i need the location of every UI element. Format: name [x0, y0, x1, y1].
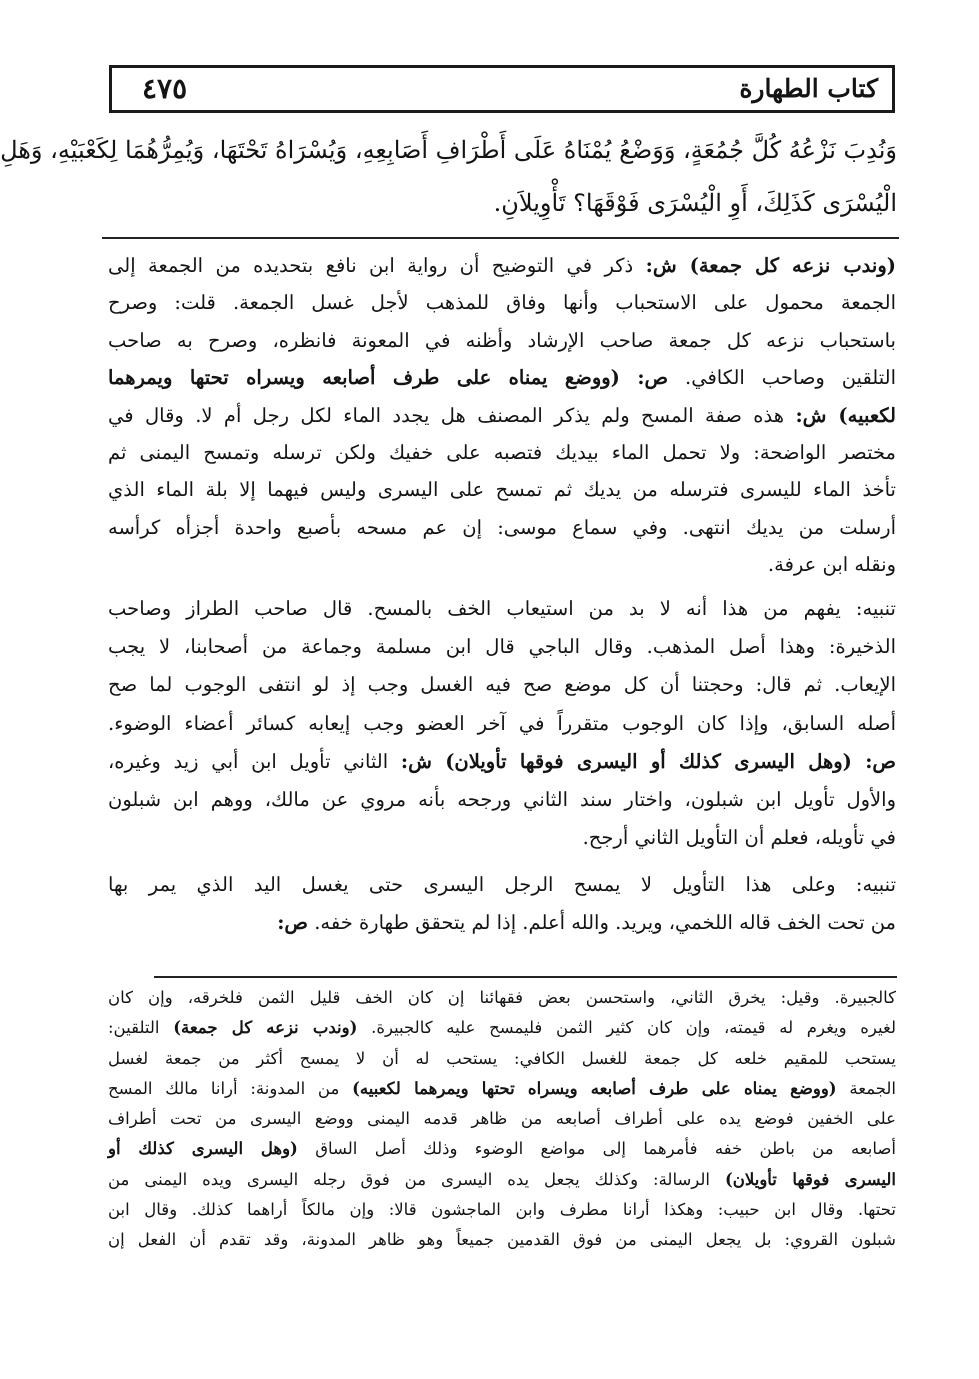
matn-separator [102, 237, 899, 239]
footnote-line [108, 1074, 896, 1104]
commentary-line [108, 781, 896, 819]
footnote-line [108, 1195, 896, 1225]
text-segment: الجمعة [836, 1078, 896, 1098]
text-segment: يستحب للمقيم خلعه كل جمعة للغسل الكافي: يستحب له أن لا يمسح أكثر من جمعة لغسل [108, 1048, 896, 1068]
text-segment: من تحت الخف قاله اللخمي، ويريد. والله أعلم. إذا لم يتحقق طهارة خفه. [308, 911, 896, 935]
text-segment: تأخذ الماء لليسرى فترسله من يديك ثم تمسح على اليسرى وليس فيهما إلا بلة الماء الذي [108, 478, 896, 502]
commentary-line [108, 705, 896, 743]
text-segment: باستحباب نزعه كل جمعة صاحب الإرشاد وأظنه في المعونة فانظره، وصرح به صاحب [108, 328, 896, 352]
text-segment: تنبيه: وعلى هذا التأويل لا يمسح الرجل اليسرى حتى يغسل اليد الذي يمر بها [108, 873, 896, 896]
bold-quote-segment: لكعبيه) ش: [795, 403, 896, 427]
commentary-line [108, 743, 896, 781]
commentary-paragraph [108, 866, 896, 942]
text-segment: وَنُدِبَ نَزْعُهُ كُلَّ جُمُعَةٍ، وَوَضْعُ يُمْنَاهُ عَلَى أَطْرَافِ أَصَابِعِهِ، وَيُسْرَاهُ تَحْتَهَا، وَيُمِرُّهُمَا لِكَعْبَيْهِ، وَهَلِ [0, 136, 897, 164]
text-segment: الْيُسْرَى كَذَلِكَ، أَوِ الْيُسْرَى فَوْقَهَا؟ تَأْوِيلاَنِ. [493, 189, 897, 217]
text-segment: على الخفين فوضع يده على أطراف أصابعه من ظاهر قدمه اليمنى ووضع اليسرى من تحت أطراف [108, 1109, 896, 1129]
commentary-line [108, 247, 896, 284]
commentary-line [108, 866, 896, 904]
commentary-line [108, 284, 896, 321]
commentary-line [108, 359, 896, 396]
text-segment: تنبيه: يفهم من هذا أنه لا بد من استيعاب الخف بالمسح. قال صاحب الطراز وصاحب [108, 597, 896, 620]
commentary-line [108, 546, 896, 583]
text-segment: من المدونة: أرانا مالك المسح [108, 1078, 353, 1098]
commentary-line [108, 819, 896, 857]
footnote-line [108, 1013, 896, 1043]
bold-quote-segment: اليسرى فوقها تأويلان) [724, 1169, 897, 1189]
bold-quote-segment: (وندب نزعه كل جمعة) ش: [645, 254, 896, 277]
commentary-paragraph [108, 247, 896, 584]
footnotes [108, 983, 896, 1256]
commentary-line [108, 590, 896, 628]
commentary-line [108, 628, 896, 666]
bold-quote-segment: (ووضع يمناه على طرف أصابعه ويسراه تحتها ويمرهما لكعبيه) [352, 1078, 837, 1098]
bold-quote-segment: (وندب نزعه كل جمعة) [173, 1018, 358, 1038]
commentary-line [108, 397, 896, 434]
footnote-line [108, 1225, 896, 1255]
text-segment: التلقين: [108, 1018, 174, 1038]
commentary-line [108, 434, 896, 471]
text-segment: والأول تأويل ابن شبلون، واختار سند الثاني ورجحه بأنه مروي عن مالك، ووهم ابن شبلون [108, 787, 896, 811]
commentary-paragraph [108, 590, 896, 857]
text-segment: ذكر في التوضيح أن رواية ابن نافع بتحديده من الجمعة إلى [108, 254, 646, 277]
text-segment: كالجبيرة. وقيل: يخرق الثاني، واستحسن بعض فقهائنا إن كان الخف قليل الثمن فلخرقه، وإن كان [108, 988, 896, 1007]
text-segment: الثاني تأويل ابن أبي زيد وغيره، [108, 749, 401, 773]
bold-quote-segment: ص: (وهل اليسرى كذلك أو اليسرى فوقها تأويلان) ش: [400, 749, 897, 773]
text-segment: أصله السابق، وإذا كان الوجوب متقرراً في آخر العضو وجب إيعابه كسائر أعضاء الوضوء. [108, 711, 896, 735]
text-segment: الإيعاب. ثم قال: وحجتنا أن كل موضع صح فيه الغسل وجب إذ لو انتفى الوجوب لما صح [108, 673, 896, 697]
text-segment: التلقين وصاحب الكافي. [668, 366, 897, 390]
text-segment: تحتها. وقال ابن حبيب: وهكذا أرانا مطرف وابن الماجشون قالا: وإن مالكاً أراهما كذلك. وقال ابن [108, 1200, 896, 1220]
footnote-line [108, 1165, 896, 1195]
matn-text [0, 124, 897, 230]
chapter-title: كتاب الطهارة [739, 74, 878, 103]
commentary-line [108, 904, 896, 942]
commentary-line [108, 666, 896, 704]
text-segment: أصابعه من باطن خفه فأمرهما إلى مواضع الوضوء وذلك أصل الساق [297, 1139, 896, 1159]
footnote-line [108, 1044, 896, 1074]
text-segment: أرسلت من يديك انتهى. وفي سماع موسى: إن عم مسحه بأصبع واحدة أجزأه كرأسه [108, 515, 896, 539]
commentary-line [108, 322, 896, 359]
footnote-line [108, 1104, 896, 1134]
bold-quote-segment: ص: (ووضع يمناه على طرف أصابعه ويسراه تحتها ويمرهما [108, 366, 669, 390]
footnote-separator [154, 976, 897, 978]
page-number: ٤٧٥ [142, 72, 188, 105]
bold-quote-segment: ص: [277, 911, 308, 935]
footnote-line [108, 1134, 896, 1164]
text-segment: شبلون القروي: بل يجعل اليمنى من فوق القدمين جميعاً وهو ظاهر المدونة، وقد تقدم أن الفعل إن [108, 1230, 896, 1250]
text-segment: لغيره ويغرم له قيمته، وإن كان كثير الثمن فليمسح عليه كالجبيرة. [357, 1018, 897, 1038]
footnote-line [108, 983, 896, 1013]
text-segment: مختصر الواضحة: ولا تحمل الماء بيديك فتصبه على خفيك ولكن ترسله وتمسح اليمنى ثم [108, 440, 896, 464]
text-segment: الجمعة محمول على الاستحباب وأنها وفاق للمذهب لأجل غسل الجمعة. قلت: وصرح [108, 291, 896, 315]
bold-quote-segment: (وهل اليسرى كذلك أو [108, 1139, 298, 1159]
text-segment: في تأويله، فعلم أن التأويل الثاني أرجح. [582, 826, 896, 850]
commentary-line [108, 509, 896, 546]
text-segment: هذه صفة المسح ولم يذكر المصنف هل يجدد الماء لكل رجل أم لا. وقال في [108, 403, 796, 427]
page-header [109, 65, 895, 113]
commentary-line [108, 471, 896, 508]
text-segment: الذخيرة: وهذا أصل المذهب. وقال الباجي قال ابن مسلمة وجماعة من أصحابنا، لا يجب [108, 635, 896, 659]
matn-line [102, 177, 897, 230]
text-segment: ونقله ابن عرفة. [767, 553, 896, 577]
text-segment: الرسالة: وكذلك يجعل يده اليسرى من فوق رجله اليسرى ويده اليمنى من [108, 1169, 725, 1189]
matn-line [0, 124, 897, 177]
